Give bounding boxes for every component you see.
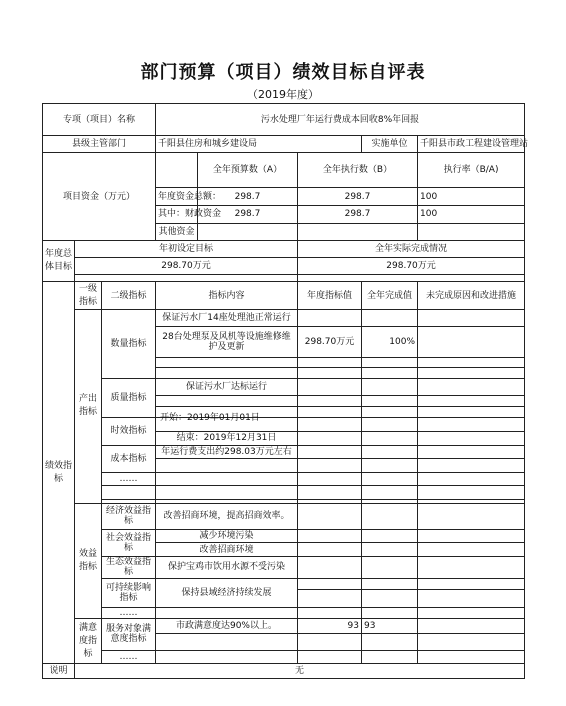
reason-header: 未完成原因和改进措施 xyxy=(418,282,525,310)
page-title: 部门预算（项目）绩效目标自评表 xyxy=(140,62,426,83)
page-subtitle: （2019年度） xyxy=(247,88,319,101)
funds-row-exec: 298.7 xyxy=(298,206,418,224)
quantity-content: 保证污水厂14座处理池正常运行 xyxy=(156,310,298,327)
cost-content: 年运行费支出约298.03万元左右 xyxy=(156,445,298,459)
funds-row-budget: 298.7 xyxy=(198,206,298,224)
quantity-content: 28台处理泵及风机等设施维修维护及更新 xyxy=(156,326,298,357)
note-value: 无 xyxy=(75,664,525,679)
overall-label: 年度总体目标 xyxy=(43,241,75,282)
quality-indicator-label: 质量指标 xyxy=(102,378,156,418)
rate-header: 执行率（B/A) xyxy=(418,152,525,187)
benefit-ellipsis: …… xyxy=(102,607,156,618)
benefit-indicators-label: 效益指标 xyxy=(75,503,102,619)
target-header: 年度指标值 xyxy=(298,282,362,310)
social-content: 改善招商环境 xyxy=(156,543,298,557)
funds-row-exec: 298.7 xyxy=(298,188,418,206)
funds-row-label: 年度资金总额： xyxy=(156,188,198,206)
quantity-indicator-label: 数量指标 xyxy=(102,310,156,379)
funds-label: 项目资金（万元） xyxy=(43,152,156,241)
project-name-value: 污水处理厂年运行费成本回收8%年回报 xyxy=(156,104,525,136)
time-end: 结束：2019年12月31日 xyxy=(156,431,298,445)
output-ellipsis: …… xyxy=(102,472,156,486)
social-content: 减少环境污染 xyxy=(156,529,298,543)
social-indicator-label: 社会效益指标 xyxy=(102,529,156,556)
dept-value: 千阳县住房和城乡建设局 xyxy=(156,136,362,153)
sustain-content: 保持县域经济持续发展 xyxy=(156,578,298,607)
funds-row-rate: 100 xyxy=(418,206,525,224)
quantity-actual xyxy=(362,310,418,327)
econ-content: 改善招商环境，提高招商效率。 xyxy=(156,503,298,529)
funds-row-exec xyxy=(298,223,418,241)
level1-header: 一级指标 xyxy=(75,282,102,310)
satisfaction-ellipsis: …… xyxy=(102,650,156,664)
note-label: 说明 xyxy=(43,664,75,679)
satisfaction-actual: 93 xyxy=(362,619,418,634)
funds-row-rate: 100 xyxy=(418,188,525,206)
actual-header: 全年完成值 xyxy=(362,282,418,310)
self-evaluation-table xyxy=(42,103,529,679)
quantity-target xyxy=(298,310,362,327)
exec-header: 全年执行数（B） xyxy=(298,152,418,187)
overall-actual-value: 298.70万元 xyxy=(298,258,525,275)
output-indicators-label: 产出指标 xyxy=(75,310,102,504)
funds-row-budget xyxy=(198,223,298,241)
funds-row-label: 其他资金 xyxy=(156,223,198,241)
quantity-actual: 100% xyxy=(362,326,418,357)
quality-content: 保证污水厂达标运行 xyxy=(156,378,298,395)
eco-indicator-label: 生态效益指标 xyxy=(102,556,156,578)
time-indicator-label: 时效指标 xyxy=(102,418,156,445)
project-name-label: 专项（项目）名称 xyxy=(43,104,156,136)
sustain-indicator-label: 可持续影响指标 xyxy=(102,578,156,607)
overall-target-value: 298.70万元 xyxy=(75,258,298,275)
impl-value: 千阳县市政工程建设管理站 xyxy=(418,136,525,153)
eco-content: 保护宝鸡市饮用水源不受污染 xyxy=(156,556,298,578)
funds-row-rate xyxy=(418,223,525,241)
time-start: 开始：2019年01月01日 xyxy=(156,418,298,432)
funds-row-budget: 298.7 xyxy=(198,188,298,206)
dept-label: 县级主管部门 xyxy=(43,136,156,153)
satisfaction-target: 93 xyxy=(298,619,362,634)
content-header: 指标内容 xyxy=(156,282,298,310)
overall-target-label: 年初设定目标 xyxy=(75,241,298,258)
quantity-target: 298.70万元 xyxy=(298,326,362,357)
cost-indicator-label: 成本指标 xyxy=(102,445,156,472)
impl-label: 实施单位 xyxy=(362,136,418,153)
satisfaction-content: 市政满意度达90%以上。 xyxy=(156,619,298,634)
econ-indicator-label: 经济效益指标 xyxy=(102,503,156,529)
level2-header: 二级指标 xyxy=(102,282,156,310)
indicators-section-label: 绩效指标 xyxy=(43,282,75,664)
budget-header: 全年预算数（A） xyxy=(198,152,298,187)
satisfaction-indicators-label: 满意度指标 xyxy=(75,619,102,664)
overall-actual-label: 全年实际完成情况 xyxy=(298,241,525,258)
satisfaction-sub-label: 服务对象满意度指标 xyxy=(102,619,156,650)
funds-row-label: 其中：财政资金 xyxy=(156,206,198,224)
